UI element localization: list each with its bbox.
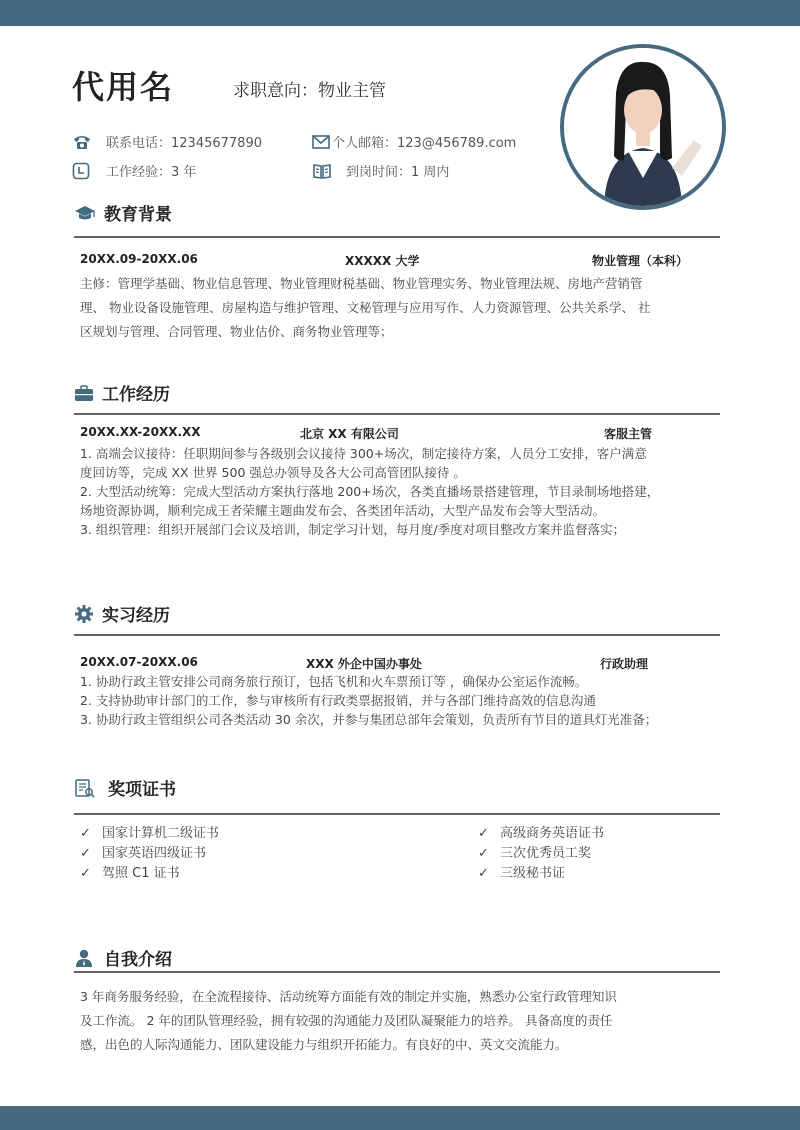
candidate-name: 代用名 bbox=[72, 68, 175, 106]
intern-title: 实习经历 bbox=[102, 606, 170, 626]
profile-photo bbox=[560, 44, 726, 210]
bottom-banner bbox=[0, 1106, 800, 1130]
check-icon: ✓ bbox=[80, 846, 91, 861]
work-period: 20XX.XX-20XX.XX bbox=[80, 425, 201, 439]
education-line: 理、 物业设备设施管理、房屋构造与维护管理、文秘管理与应用写作、人力资源管理、公共关系学、 社 bbox=[80, 300, 651, 315]
work-heading bbox=[74, 380, 170, 405]
education-heading bbox=[74, 200, 172, 225]
list-item: 3. 协助行政主管组织公司各类活动 30 余次，并参与集团总部年会策划，负责所有节目的道具灯光准备； bbox=[80, 712, 658, 727]
clock-icon bbox=[72, 162, 90, 180]
list-item: 1. 高端会议接待：任职期间参与各级别会议接待 300+场次，制定接待方案，人员分工安排，客户满意 bbox=[80, 446, 647, 461]
phone-info bbox=[72, 132, 262, 151]
intern-heading bbox=[74, 601, 170, 626]
email-info bbox=[312, 132, 516, 151]
education-line: 主修：管理学基础、物业信息管理、物业管理财税基础、物业管理实务、物业管理法规、房地产营销管 bbox=[80, 276, 643, 291]
work-duties bbox=[80, 444, 720, 539]
list-item bbox=[80, 844, 219, 864]
awards-title: 奖项证书 bbox=[108, 780, 176, 800]
intern-role: 行政助理 bbox=[600, 657, 649, 671]
check-icon: ✓ bbox=[478, 826, 489, 841]
arrival-info bbox=[312, 161, 449, 180]
award-name: 高级商务英语证书 bbox=[500, 826, 605, 841]
phone-icon bbox=[72, 134, 92, 150]
about-line: 及工作流。 2 年的团队管理经验，拥有较强的沟通能力及团队凝聚能力的培养。 具备高度的责任 bbox=[80, 1013, 613, 1028]
list-item: 度回访等，完成 XX 世界 500 强总办领导及各大公司高管团队接待 。 bbox=[80, 465, 466, 480]
education-divider bbox=[74, 236, 720, 238]
awards-right-list bbox=[478, 824, 604, 884]
intern-duties bbox=[80, 672, 720, 729]
education-school: XXXXX 大学 bbox=[345, 254, 420, 268]
check-icon: ✓ bbox=[80, 866, 91, 881]
gear-icon bbox=[74, 604, 94, 624]
education-major: 物业管理（本科） bbox=[592, 254, 689, 268]
phone-text: 联系电话：12345677890 bbox=[106, 136, 262, 151]
about-line: 感，出色的人际沟通能力、团队建设能力与组织开拓能力。有良好的中、英文交流能力。 bbox=[80, 1037, 568, 1052]
arrival-text: 到岗时间：1 周内 bbox=[346, 165, 450, 180]
award-name: 驾照 C1 证书 bbox=[102, 866, 180, 881]
award-name: 三次优秀员工奖 bbox=[500, 846, 592, 861]
mail-icon bbox=[312, 135, 330, 149]
education-line: 区规划与管理、合同管理、物业估价、商务物业管理等； bbox=[80, 324, 393, 339]
intern-divider bbox=[74, 634, 720, 636]
list-item bbox=[478, 844, 604, 864]
award-name: 国家计算机二级证书 bbox=[102, 826, 220, 841]
graduation-cap-icon bbox=[74, 204, 96, 222]
check-icon: ✓ bbox=[478, 846, 489, 861]
awards-heading bbox=[74, 775, 176, 800]
book-icon bbox=[312, 163, 332, 179]
award-name: 国家英语四级证书 bbox=[102, 846, 207, 861]
about-title: 自我介绍 bbox=[104, 950, 172, 970]
work-divider bbox=[74, 413, 720, 415]
list-item: 1. 协助行政主管安排公司商务旅行预订，包括飞机和火车票预订等 ，确保办公室运作流畅。 bbox=[80, 674, 588, 689]
person-icon bbox=[74, 948, 94, 968]
list-item bbox=[478, 824, 604, 844]
about-line: 3 年商务服务经验，在全流程接待、活动统筹方面能有效的制定并实施，熟悉办公室行政管理知识 bbox=[80, 989, 617, 1004]
education-title: 教育背景 bbox=[104, 205, 172, 225]
education-courses bbox=[80, 272, 720, 344]
experience-text: 工作经验：3 年 bbox=[106, 165, 197, 180]
experience-info bbox=[72, 161, 196, 180]
list-item: 2. 支持协助审计部门的工作，参与审核所有行政类票据报销，并与各部门维持高效的信息沟通 bbox=[80, 693, 596, 708]
work-role: 客服主管 bbox=[604, 427, 653, 441]
education-period: 20XX.09-20XX.06 bbox=[80, 252, 198, 266]
check-icon: ✓ bbox=[478, 866, 489, 881]
list-item: 2. 大型活动统筹：完成大型活动方案执行落地 200+场次，各类直播场景搭建管理，节目录制场地搭建， bbox=[80, 484, 660, 499]
intern-company: XXX 外企中国办事处 bbox=[306, 657, 422, 671]
awards-divider bbox=[74, 813, 720, 815]
top-banner bbox=[0, 0, 800, 26]
award-name: 三级秘书证 bbox=[500, 866, 566, 881]
check-icon: ✓ bbox=[80, 826, 91, 841]
email-text: 个人邮箱：123@456789.com bbox=[332, 136, 517, 151]
certificate-icon bbox=[74, 778, 96, 798]
list-item: 3. 组织管理：组织开展部门会议及培训，制定学习计划，每月度/季度对项目整改方案并监督落实； bbox=[80, 522, 626, 537]
intern-period: 20XX.07-20XX.06 bbox=[80, 655, 198, 669]
briefcase-icon bbox=[74, 384, 94, 402]
about-text bbox=[80, 985, 720, 1057]
about-heading bbox=[74, 945, 172, 970]
job-intent: 求职意向：物业主管 bbox=[233, 81, 386, 101]
awards-left-list bbox=[80, 824, 219, 884]
list-item bbox=[80, 824, 219, 844]
list-item bbox=[478, 864, 604, 884]
work-title: 工作经历 bbox=[102, 385, 170, 405]
list-item: 场地资源协调，顺利完成王者荣耀主题曲发布会、各类团年活动，大型产品发布会等大型活动。 bbox=[80, 503, 606, 518]
list-item bbox=[80, 864, 219, 884]
about-divider bbox=[74, 971, 720, 973]
work-company: 北京 XX 有限公司 bbox=[300, 427, 399, 441]
avatar-illustration bbox=[564, 48, 722, 206]
